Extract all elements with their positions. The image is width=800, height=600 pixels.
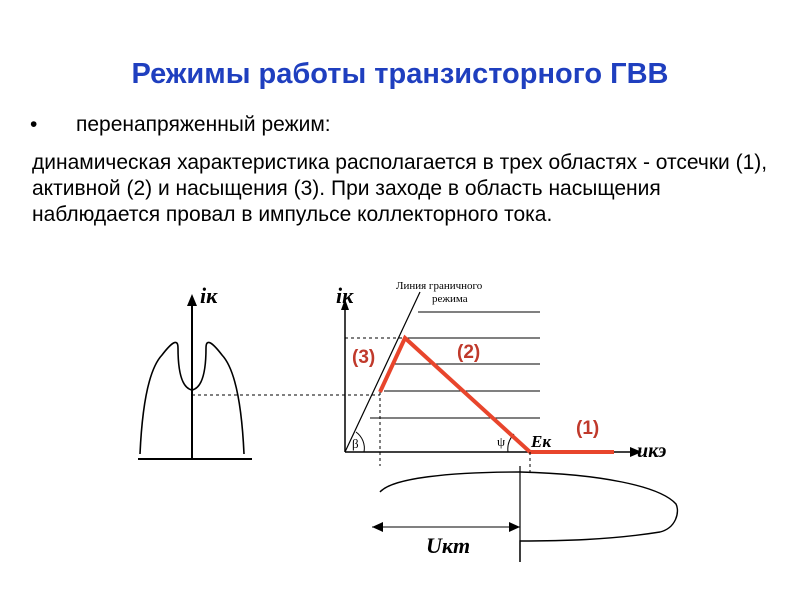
boundary-caption-2: режима xyxy=(432,293,468,305)
description-paragraph: динамическая характеристика располагается в трех областях - отсечки (1), активной (2) и насыщения (3). При заходе в область насыщения наблюдается провал в импульсе коллекторного тока. xyxy=(32,151,768,226)
ukm-arrow-right xyxy=(509,522,520,532)
bullet-dot: • xyxy=(30,113,38,136)
psi-label: ψ xyxy=(497,434,506,449)
boundary-line xyxy=(345,292,420,452)
x-axis-label: uкэ xyxy=(637,440,667,462)
voltage-waveform xyxy=(380,472,677,562)
ukm-arrow-left xyxy=(372,522,383,532)
region-2-label: (2) xyxy=(457,342,481,363)
ek-label: Eк xyxy=(531,432,551,451)
ukm-label: Uкm xyxy=(426,533,471,558)
left-axis-label: iк xyxy=(200,283,218,308)
boundary-caption-1: Линия граничного xyxy=(396,280,483,292)
slide-title: Режимы работы транзисторного ГВВ xyxy=(131,58,669,90)
beta-label: β xyxy=(352,436,359,451)
bullet-text: перенапряженный режим: xyxy=(76,113,331,136)
region-3-label: (3) xyxy=(352,347,376,368)
region-1-label: (1) xyxy=(576,418,600,439)
left-y-arrow xyxy=(187,294,197,306)
right-axis-label: iк xyxy=(336,283,354,308)
